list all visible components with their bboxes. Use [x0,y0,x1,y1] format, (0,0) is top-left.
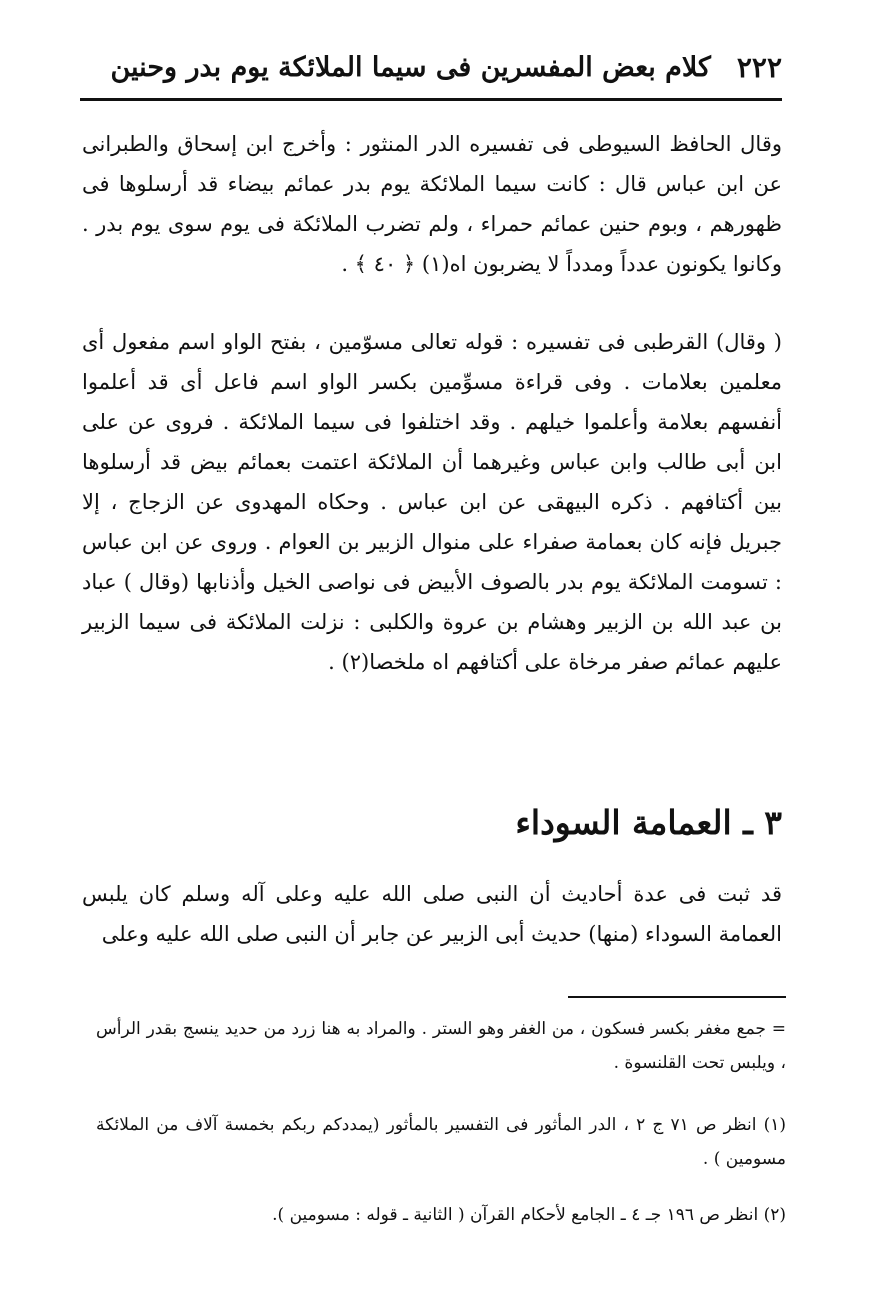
paragraph-suyuti: وقال الحافظ السيوطى فى تفسيره الدر المنثور : وأخرج ابن إسحاق والطبرانى عن ابن عباس قال : كانت سيما الملائكة يوم بدر عمائم بيضاء قد أرسلوها فى ظهورهم ، وبوم حنين عمائم حمراء ، ولم تضرب الملائكة فى يوم سوى يوم بدر . وكانوا يكونون عدداً ومدداً لا يضربون اه(١) ﴿ ٤٠ ﴾ . [82,132,782,276]
section-heading: ٣ ـ العمامة السوداء [515,803,782,842]
footnote-1: (١) انظر ص ٧١ ج ٢ ، الدر المأثور فى التفسير بالمأثور (يمددكم ربكم بخمسة آلاف من الملائكة مسومين ) . [96,1115,786,1169]
page-number: ٢٢٢ [736,50,782,84]
paragraph-black-turban: قد ثبت فى عدة أحاديث أن النبى صلى الله عليه وعلى آله وسلم كان يلبس العمامة السوداء (منها) حديث أبى الزبير عن جابر أن النبى صلى الله عليه وعلى [82,882,782,946]
running-title: كلام بعض المفسرين فى سيما الملائكة يوم بدر وحنين [110,51,711,83]
footnote-rule [568,996,786,998]
page-header [80,40,782,94]
footnote-2: (٢) انظر ص ١٩٦ جـ ٤ ـ الجامع لأحكام القرآن ( الثانية ـ قوله : مسومين ). [272,1205,786,1225]
header-rule [80,98,782,101]
footnote-continuation: = جمع مغفر بكسر فسكون ، من الغفر وهو الستر . والمراد به هنا زرد من حديد ينسج بقدر الرأس ، ويلبس تحت القلنسوة . [96,1019,786,1073]
paragraph-qurtubi: ( وقال) القرطبى فى تفسيره : قوله تعالى مسوّمين ، بفتح الواو اسم مفعول أى معلمين بعلامات . وفى قراءة مسوِّمين بكسر الواو اسم فاعل أى قد أعلموا أنفسهم بعلامة وأعلموا خيلهم . وقد اختلفوا فى سيما الملائكة . فروى عن على ابن أبى طالب وابن عباس وغيرهما أن الملائكة اعتمت بعمائم بيض قد أرسلوها بين أكتافهم . ذكره البيهقى عن ابن عباس . وحكاه المهدوى عن الزجاج ، إلا جبريل فإنه كان بعمامة صفراء على منوال الزبير بن العوام . وروى عن ابن عباس : تسومت الملائكة يوم بدر بالصوف الأبيض فى نواصى الخيل وأذنابها (وقال ) عباد بن عبد الله بن الزبير وهشام بن عروة والكلبى : نزلت الملائكة فى سيما الزبير عليهم عمائم صفر مرخاة على أكتافهم اه ملخصا(٢) . [82,330,782,674]
